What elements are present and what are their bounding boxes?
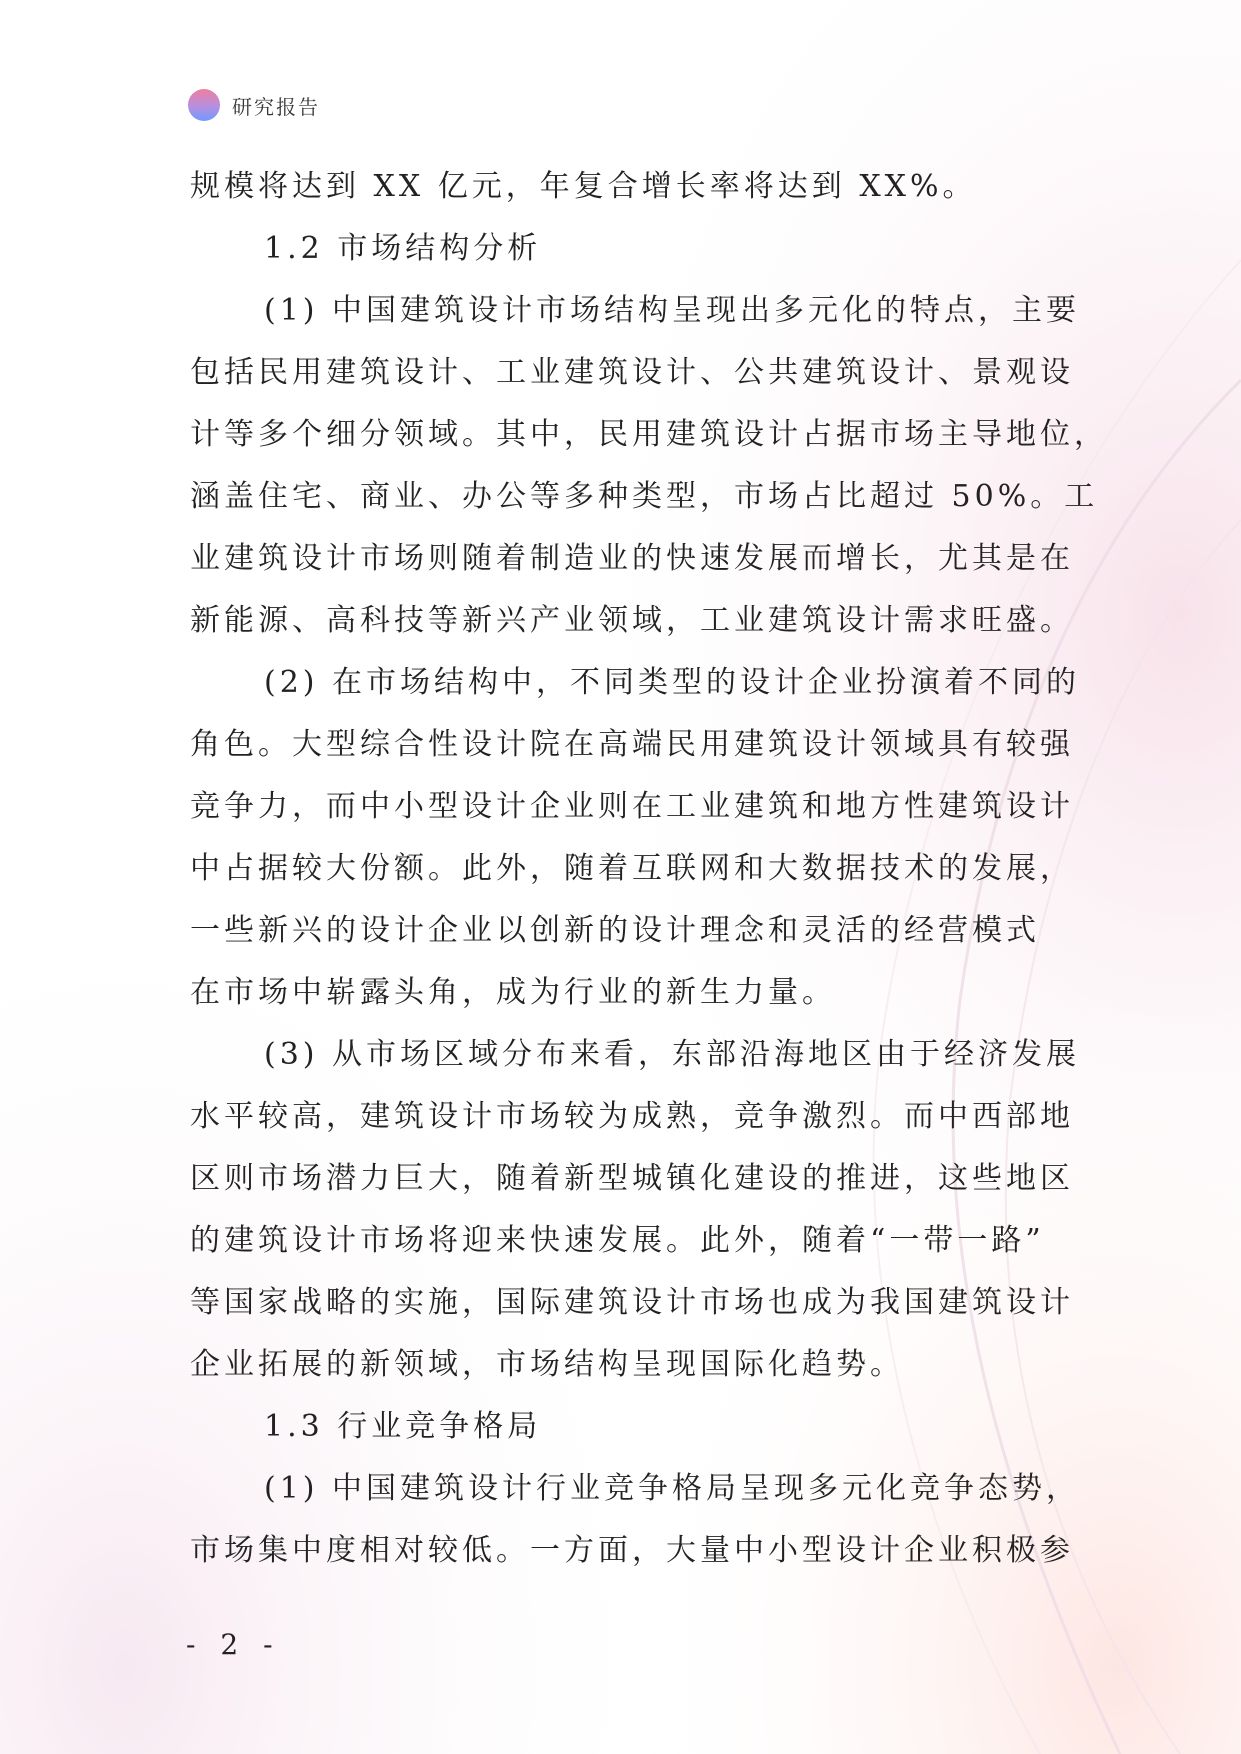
paragraph-line: 竞争力，而中小型设计企业则在工业建筑和地方性建筑设计: [190, 789, 1074, 824]
paragraph-line: 新能源、高科技等新兴产业领域，工业建筑设计需求旺盛。: [190, 603, 1074, 638]
section-heading: 1.3 行业竞争格局: [264, 1409, 542, 1444]
paragraph-line: (3) 从市场区域分布来看，东部沿海地区由于经济发展: [264, 1037, 1081, 1072]
paragraph-line: 涵盖住宅、商业、办公等多种类型，市场占比超过 50%。工: [190, 479, 1099, 514]
logo-circle-icon: [188, 89, 220, 121]
paragraph-line: 水平较高，建筑设计市场较为成熟，竞争激烈。而中西部地: [190, 1099, 1074, 1134]
paragraph-line: 市场集中度相对较低。一方面，大量中小型设计企业积极参: [190, 1533, 1074, 1568]
paragraph-line: 业建筑设计市场则随着制造业的快速发展而增长，尤其是在: [190, 541, 1074, 576]
paragraph-line: 包括民用建筑设计、工业建筑设计、公共建筑设计、景观设: [190, 355, 1074, 390]
paragraph-line: 中占据较大份额。此外，随着互联网和大数据技术的发展，: [190, 851, 1074, 886]
paragraph-line: 计等多个细分领域。其中，民用建筑设计占据市场主导地位，: [190, 417, 1108, 452]
paragraph-line: 角色。大型综合性设计院在高端民用建筑设计领域具有较强: [190, 727, 1074, 762]
paragraph-line: (2) 在市场结构中，不同类型的设计企业扮演着不同的: [264, 665, 1081, 700]
report-header: [188, 88, 320, 122]
paragraph-line: 在市场中崭露头角，成为行业的新生力量。: [190, 975, 836, 1010]
paragraph-line: 规模将达到 XX 亿元，年复合增长率将达到 XX%。: [190, 169, 977, 204]
section-heading: 1.2 市场结构分析: [264, 231, 542, 266]
paragraph-line: 企业拓展的新领域，市场结构呈现国际化趋势。: [190, 1347, 904, 1382]
paragraph-line: (1) 中国建筑设计行业竞争格局呈现多元化竞争态势，: [264, 1471, 1081, 1506]
paragraph-line: 等国家战略的实施，国际建筑设计市场也成为我国建筑设计: [190, 1285, 1074, 1320]
header-title: 研究报告: [232, 94, 320, 119]
paragraph-line: (1) 中国建筑设计市场结构呈现出多元化的特点，主要: [264, 293, 1081, 328]
document-body: [190, 156, 1108, 1582]
paragraph-line: 一些新兴的设计企业以创新的设计理念和灵活的经营模式: [190, 913, 1040, 948]
paragraph-line: 区则市场潜力巨大，随着新型城镇化建设的推进，这些地区: [190, 1161, 1074, 1196]
paragraph-line: 的建筑设计市场将迎来快速发展。此外，随着“一带一路”: [190, 1223, 1045, 1258]
page-number: - 2 -: [186, 1628, 281, 1661]
